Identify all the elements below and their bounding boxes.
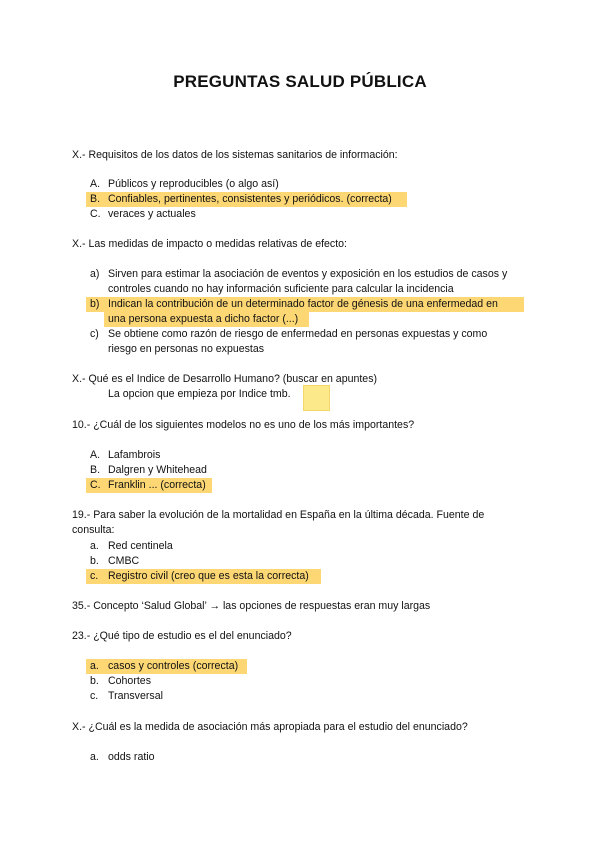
question-8: X.- ¿Cuál es la medida de asociación más apropiada para el estudio del enunciado?	[72, 721, 468, 733]
option-marker: C.	[90, 479, 101, 491]
option-marker: c.	[90, 690, 99, 702]
option-marker: a.	[90, 540, 99, 552]
option-text-correct: casos y controles (correcta)	[108, 660, 239, 672]
option-marker: B.	[90, 193, 101, 205]
option-marker: c)	[90, 328, 99, 340]
question-2: X.- Las medidas de impacto o medidas relativas de efecto:	[72, 238, 347, 250]
option-text: controles cuando no hay información suficiente para calcular la incidencia	[108, 283, 454, 295]
option-marker: c.	[90, 570, 99, 582]
option-marker: A.	[90, 449, 101, 461]
question-5-cont: consulta:	[72, 524, 115, 536]
option-text-correct: Confiables, pertinentes, consistentes y periódicos. (correcta)	[108, 193, 392, 205]
option-text: Sirven para estimar la asociación de eventos y exposición en los estudios de casos y	[108, 268, 508, 280]
option-text-correct: una persona expuesta a dicho factor (...)	[108, 313, 299, 325]
option-text: CMBC	[108, 555, 140, 567]
option-text: Transversal	[108, 690, 163, 702]
question-3: X.- Qué es el Indice de Desarrollo Humano? (buscar en apuntes)	[72, 373, 378, 385]
question-5: 19.- Para saber la evolución de la mortalidad en España en la última década. Fuente de	[72, 509, 485, 521]
option-text: Se obtiene como razón de riesgo de enfermedad en personas expuestas y como	[108, 328, 488, 340]
option-text-correct: Registro civil (creo que es esta la correcta)	[108, 570, 309, 582]
option-text-correct: Franklin ... (correcta)	[108, 479, 206, 491]
question-7: 23.- ¿Qué tipo de estudio es el del enunciado?	[72, 630, 292, 642]
option-marker: a)	[90, 268, 100, 280]
option-text-correct: Indican la contribución de un determinado factor de génesis de una enfermedad en	[108, 298, 498, 310]
option-text: Red centinela	[108, 540, 173, 552]
option-marker: B.	[90, 464, 101, 476]
question-6: 35.- Concepto ‘Salud Global’ → las opciones de respuestas eran muy largas	[72, 600, 431, 612]
option-text: Públicos y reproducibles (o algo así)	[108, 178, 279, 190]
sticky-note-icon[interactable]	[303, 385, 330, 411]
option-text: odds ratio	[108, 751, 155, 763]
option-marker: b.	[90, 555, 99, 567]
option-marker: A.	[90, 178, 101, 190]
question-4: 10.- ¿Cuál de los siguientes modelos no es uno de los más importantes?	[72, 419, 415, 431]
page-title: PREGUNTAS SALUD PÚBLICA	[173, 72, 427, 91]
question-1: X.- Requisitos de los datos de los sistemas sanitarios de información:	[72, 149, 398, 161]
option-marker: a.	[90, 751, 99, 763]
option-marker: C.	[90, 208, 101, 220]
option-marker: a.	[90, 660, 99, 672]
option-text: Dalgren y Whitehead	[108, 464, 207, 476]
option-text: Cohortes	[108, 675, 151, 687]
option-marker: b)	[90, 298, 100, 310]
option-text: riesgo en personas no expuestas	[108, 343, 265, 355]
option-text: Lafambrois	[108, 449, 161, 461]
option-text: veraces y actuales	[108, 208, 196, 220]
question-note: La opcion que empieza por Indice tmb.	[108, 388, 291, 400]
option-marker: b.	[90, 675, 99, 687]
